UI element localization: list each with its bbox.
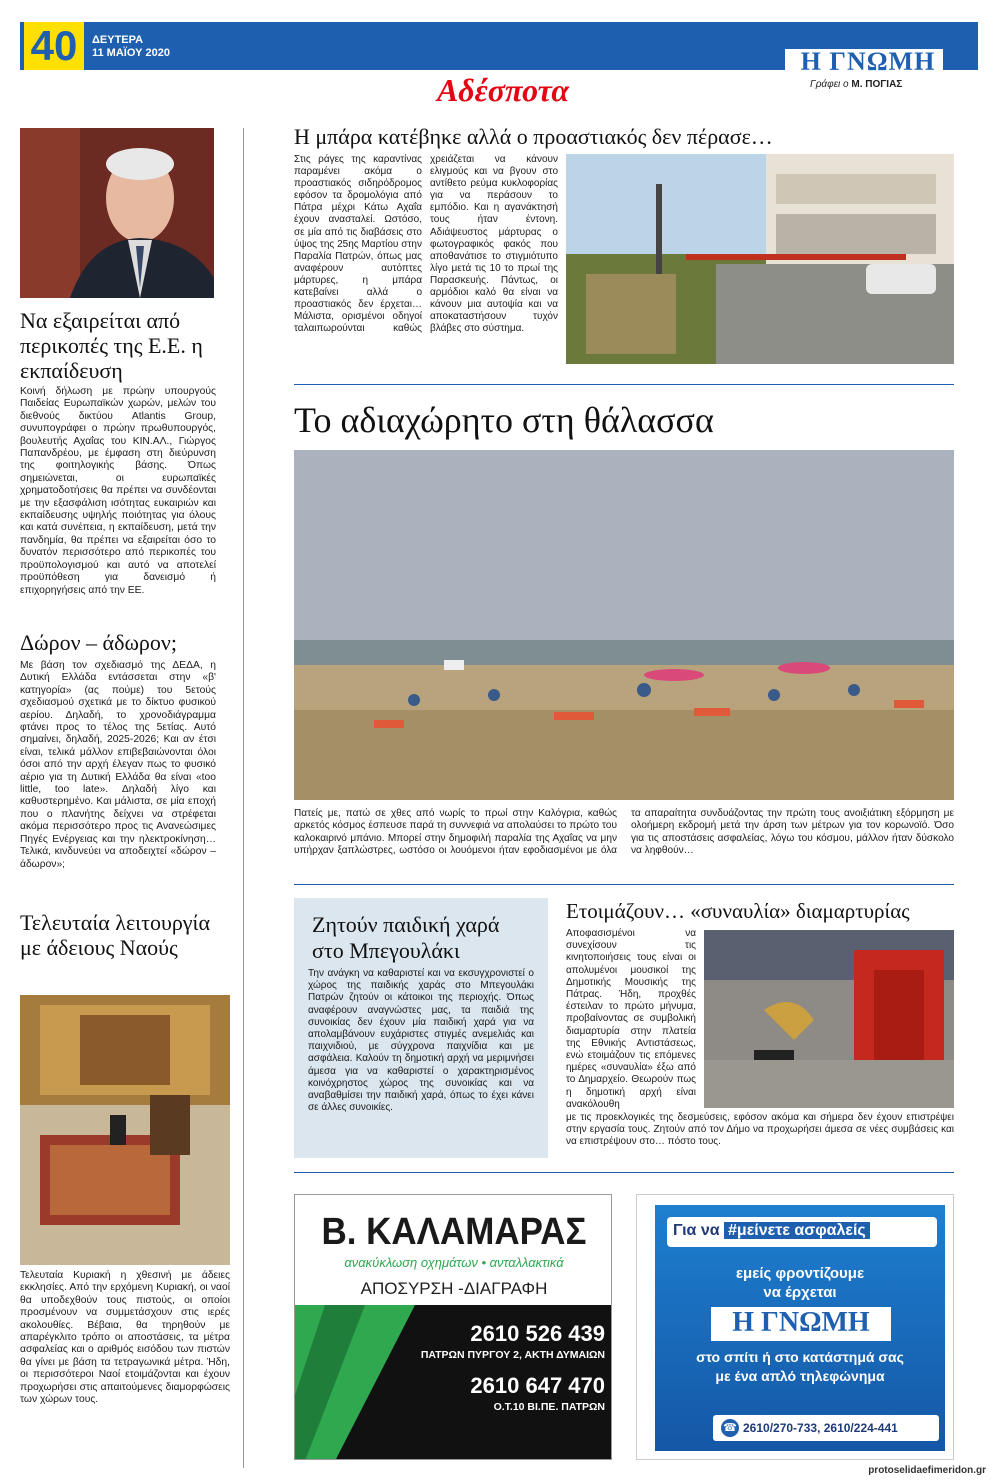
- page-number: 40: [24, 22, 84, 70]
- ad-gnomi-line1: εμείς φροντίζουμε: [735, 1265, 865, 1282]
- article2-body: Με βάση τον σχεδιασμό της ΔΕΔΑ, η Δυτική Ελλάδα εντάσσεται στην «β' κατηγορία» (ας πούμε) του 5ετούς σχεδιασμού σχετικά με το δίκτυο φυσικού αερίου. Δηλαδή, το χρονοδιάγραμμα φτάνει προς το τέλος της 5ετίας. Αυτό σημαίνει, δηλαδή, 2025-2026; Και αν έτσι είναι, τελικά μάλλον επιβεβαιώνονται όλοι όσοι από την αρχή έλεγαν πως το φυσικό αέριο για τη Δυτική Ελλάδα θα είναι «too little, too late». Δηλαδή λίγο και καθυστερημένο. Και μάλιστα, σε μία εποχή που ο πλανήτης δείχνει να στρέφεται ακόμα περισσότερο προς τις Ανανεώσιμες Πηγές Ενέργειας και την ηλεκτροκίνηση… Τελικά, κινδυνεύει να αποδειχτεί «δώρον – άδωρον»;: [20, 660, 216, 870]
- church-illustration: [20, 995, 230, 1265]
- ad-gnomi-hashtag: #μείνετε ασφαλείς: [724, 1222, 870, 1239]
- ad-gnomi: [636, 1194, 954, 1460]
- rule-concert: [294, 1172, 954, 1173]
- article1-body: Κοινή δήλωση με πρώην υπουργούς Παιδείας Ευρωπαϊκών χωρών, μελών του διεθνούς δικτύου Atlantis Group, συνυπογράφει ο πρώην πρωθυπουργός, βουλευτής Αχαΐας του ΚΙΝ.ΑΛ., Γιώργος Παπανδρέου, με έμφαση στη διεύρυνση της φοιτηλογικής βάσης. Όπως σημειώνεται, οι ευρωπαϊκές χρηματοδοτήσεις θα πρέπει να συνδέονται με την εξασφάλιση ισότητας ευκαιριών και εκπαίδευσης υψηλής ποιότητας για όλους και κατά συνέπεια, η εκπαίδευση, μετά την πανδημία, θα πρέπει να εξαιρείται όσο το δυνατόν περισσότερο από περικοπές του προϋπολογισμού και αυτό να αποτελεί προϋπόθεση για δανεισμό ή επιχορηγήσεις από την ΕΕ.: [20, 386, 216, 596]
- section-title: Αδέσποτα: [436, 72, 570, 108]
- papandreou-photo: [20, 128, 214, 298]
- ad-phone2: 2610 647 470: [470, 1373, 605, 1398]
- ad-kalamaras: [294, 1194, 612, 1460]
- concert-body-bottom: με τις προεκλογικές της δεσμεύσεις, εφόσον ακόμα και σήμερα δεν έχουν επιστρέψει στην εργασία τους. Ζητούν από τον Δήμο να προχωρήσει άμεσα σε νέες συμβάσεις και να επιστρέψουν στο… πόστο τους.: [566, 1112, 954, 1148]
- concert-photo: [704, 930, 954, 1108]
- phone-icon: ☎: [721, 1419, 739, 1437]
- ad-gnomi-line4: με ένα απλό τηλεφώνημα: [715, 1368, 885, 1384]
- beach-photo: [294, 450, 954, 800]
- portrait-illustration: [20, 128, 214, 298]
- ad-address2: Ο.Τ.10 ΒΙ.ΠΕ. ΠΑΤΡΩΝ: [493, 1401, 605, 1413]
- article1-title: Να εξαιρείται από περικοπές της Ε.Ε. η εκπαίδευση: [20, 308, 203, 383]
- article2-title: Δώρον – άδωρον;: [20, 630, 177, 655]
- date-block: [92, 34, 170, 60]
- concert-illustration: [704, 930, 954, 1108]
- ad-phone1: 2610 526 439: [470, 1321, 605, 1346]
- ad-gnomi-line2: να έρχεται: [763, 1284, 837, 1301]
- article3-title: Τελευταία λειτουργία με άδειους Ναούς: [20, 910, 210, 960]
- railway-illustration: [566, 154, 954, 364]
- concert-body-side: Αποφασισμένοι να συνεχίσουν τις κινητοποιήσεις τους είναι οι απολυμένοι μουσικοί της Δημοτικής Μουσικής της Πάτρας. Ήδη, προχθές έστειλαν το πρώτο μήνυμα, προβαίνοντας σε συμβολική διαμαρτυρία στην πλατεία της Εθνικής Αντιστάσεως, ενώ ετοιμάζουν τις επόμενες ημέρες «συναυλία» έξω από το Δημαρχείο. Θεωρούν πως η δημοτική αρχή είναι ανακόλουθη: [566, 928, 696, 1110]
- barrier-title: Η μπάρα κατέβηκε αλλά ο προαστιακός δεν πέρασε…: [294, 124, 773, 149]
- rule-barrier: [294, 384, 954, 385]
- barrier-body: Στις ράγες της καραντίνας παραμένει ακόμα ο προαστιακός σιδηρόδρομος εφόσον τα δρομολόγια από Πάτρα μέχρι Κάτω Αχαΐα έχουν ανασταλεί. Ωστόσο, σε μία από τις διαβάσεις στο ύψος της 25ης Μαρτίου στην Παραλία Πατρών, όπως μας αναφέρουν αυτόπτες μάρτυρες, η μπάρα κατεβαίνει αλλά ο προαστιακός δεν έρχεται… Μάλιστα, ορισμένοι οδηγοί ταλαιπωρούνται καθώς χρειάζεται να κάνουν ελιγμούς και να βγουν στο αντίθετο ρεύμα κυκλοφορίας για να περάσουν το εμπόδιο. Και η αγανάκτησή τους ήταν έντονη. Αδιάψευστος μάρτυρας ο φωτογραφικός φακός που αποθανάτισε το στιγμιότυπο λίγο μετά τις 10 το πρωί της Παρασκευής. Πάντως, οι αρμόδιοι καλό θα είναι να κάνουν μια αυτοψία και να αποκαταστήσουν τυχόν βλάβες στο σύστημα.: [294, 154, 558, 335]
- ad-address1: ΠΑΤΡΩΝ ΠΥΡΓΟΥ 2, ΑΚΤΗ ΔΥΜΑΙΩΝ: [420, 1349, 605, 1361]
- concert-title: Ετοιμάζουν… «συναυλία» διαμαρτυρίας: [566, 899, 910, 923]
- watermark: protoselidaefimeridon.gr: [868, 1465, 986, 1476]
- ad-brand: Β. ΚΑΛΑΜΑΡΑΣ: [321, 1211, 587, 1253]
- ad-gnomi-headline: [673, 1222, 933, 1240]
- day-label: ΔΕΥΤΕΡΑ: [92, 34, 144, 46]
- article3-body: Τελευταία Κυριακή η χθεσινή με άδειες εκκλησίες. Από την ερχόμενη Κυριακή, οι ναοί θα υποδεχθούν τους πιστούς, οι οποίοι προσμένουν να συμμετάσχουν στις ιερές ακολουθίες. Βέβαια, θα τηρηθούν με απαρέγκλιτο τρόπο οι αποστάσεις, τα μέτρα ασφαλείας και ο αριθμός εισόδου των πιστών θα γίνει με βάση τα τετραγωνικά μέτρα. Ήδη, οι περισσότεροι Ναοί ετοιμάζονται και έχουν προχωρήσει στις απαιτούμενες διαμορφώσεις των χώρων τους.: [20, 1270, 230, 1406]
- ad-service: ΑΠΟΣΥΡΣΗ -ΔΙΑΓΡΑΦΗ: [360, 1279, 548, 1298]
- ad-gnomi-prefix: Για να: [673, 1222, 720, 1239]
- column-divider: [243, 128, 244, 1468]
- ad-gnomi-line3: στο σπίτι ή στο κατάστημά σας: [696, 1349, 904, 1365]
- beach-body: Πατείς με, πατώ σε χθες από νωρίς το πρωί στην Καλόγρια, καθώς αρκετός κόσμος έσπευσε παρά τη συννεφιά να απολαύσει το πρώτο του καλοκαιρινό μπάνιο. Μπορεί στην δημοφιλή παραλία της Αχαΐας να μην υπήρχαν ξαπλώστρες, ωστόσο οι λουόμενοι ήταν εφοδιασμένοι με όλα τα απαραίτητα συνδυάζοντας την πρώτη τους ανοιξιάτικη εξόρμηση με ολοήμερη εκδρομή μετά την άρση των μέτρων για τον κορωνοϊό. Όσο για τις αποστάσεις ασφαλείας, λόγω του κόσμου, μάλλον ήταν δύσκολο να ληφθούν…: [294, 808, 954, 857]
- ad-tagline: ανακύκλωση οχημάτων • ανταλλακτικά: [344, 1255, 564, 1270]
- writer-prefix: Γράφει ο: [810, 79, 849, 90]
- writer-name: Μ. ΠΟΓΙΑΣ: [851, 79, 903, 90]
- ad-gnomi-phones: 2610/270-733, 2610/224-441: [743, 1421, 898, 1435]
- date-label: 11 ΜΑΪΟΥ 2020: [92, 47, 170, 59]
- ad-gnomi-logo: Η ΓΝΩΜΗ: [732, 1307, 870, 1338]
- writer-credit: [810, 79, 902, 90]
- beach-title: Το αδιαχώρητο στη θάλασσα: [294, 400, 714, 440]
- church-photo: [20, 995, 230, 1265]
- rule-beach: [294, 884, 954, 885]
- railway-barrier-photo: [566, 154, 954, 364]
- beach-illustration: [294, 450, 954, 800]
- playground-title: Ζητούν παιδική χαρά στο Μπεγουλάκι: [312, 912, 500, 963]
- playground-body: Την ανάγκη να καθαριστεί και να εκσυγχρονιστεί ο χώρος της παιδικής χαράς στο Μπεγουλάκι Πατρών ζητούν οι κάτοικοι της περιοχής. Όπως αναφέρουν αναγνώστες μας, τα παιδιά της συνοικίας δεν έχουν μία παιδική χαρά για να απολαμβάνουν ευχάριστες στιγμές ανεμελιάς και παιχνιδιού, με σύγχρονα παιχνίδια και με ασφάλεια. Καλούν τη δημοτική αρχή να μεριμνήσει άμεσα για να καθαριστεί ο χαρακτηρισμένος κοινόχρηστος χώρος της συνοικίας και να αναβαθμίσει την παιδική χαρά, όπως το έχει κάνει σε άλλες συνοικίες.: [308, 968, 534, 1114]
- newspaper-logo: Η ΓΝΩΜΗ: [800, 47, 936, 76]
